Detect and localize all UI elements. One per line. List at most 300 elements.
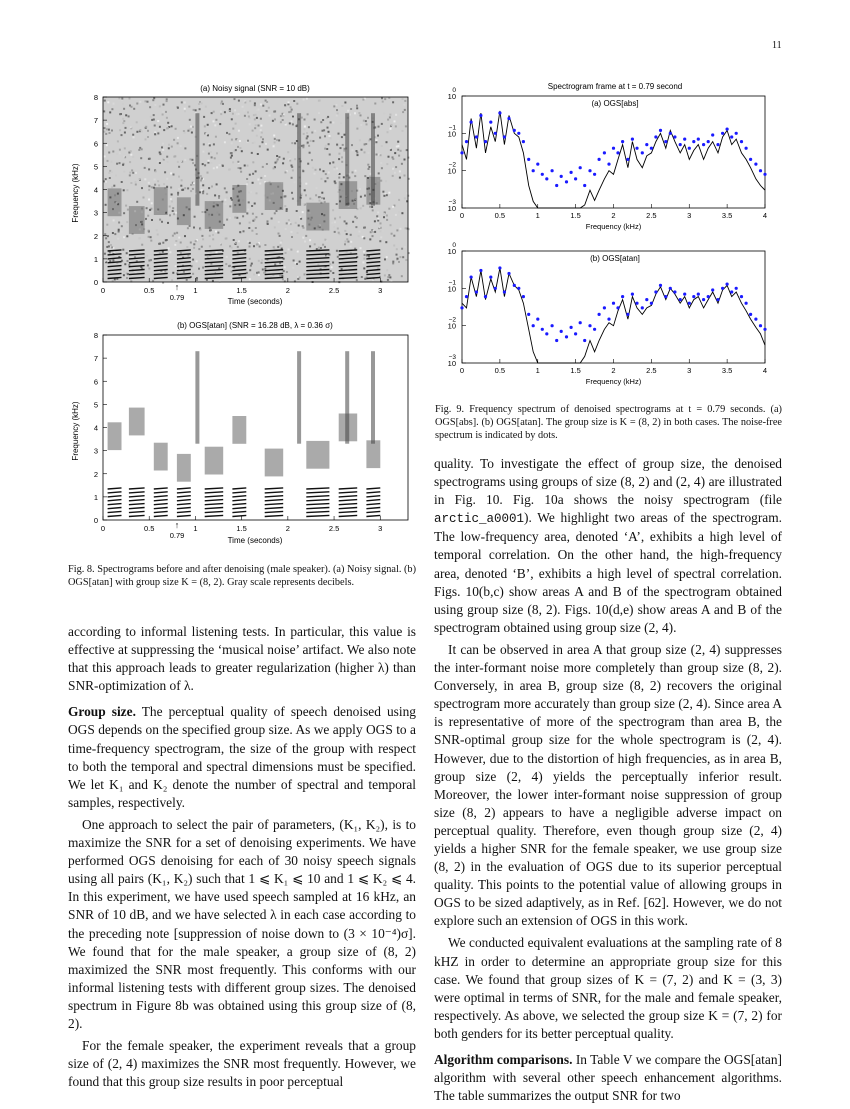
noise-speck [382, 191, 384, 193]
fig8b-plot [103, 335, 408, 520]
noise-speck [267, 149, 269, 151]
noise-speck [159, 243, 161, 245]
noise-free-dot [745, 302, 748, 305]
x-tick-label: 3 [687, 366, 692, 375]
noise-free-dot [679, 143, 682, 146]
noise-speck [403, 104, 405, 106]
x-tick-label: 0.5 [494, 366, 506, 375]
noise-speck [199, 228, 201, 230]
fig8a-marker-label: 0.79 [169, 293, 185, 302]
noise-free-dot [570, 326, 573, 329]
noise-speck [314, 173, 316, 175]
noise-speck [167, 222, 169, 224]
formant-blob [129, 408, 145, 436]
noise-speck [306, 117, 308, 119]
noise-speck [184, 187, 186, 189]
noise-speck [220, 103, 222, 105]
noise-speck [118, 99, 120, 101]
noise-speck [124, 132, 126, 134]
noise-speck [108, 129, 110, 131]
noise-speck [336, 115, 338, 117]
noise-speck [132, 134, 134, 136]
noise-speck [132, 172, 134, 174]
noise-free-dot [545, 332, 548, 335]
noise-speck [306, 132, 308, 134]
y-tick-exp: −1 [448, 279, 456, 287]
noise-speck [402, 256, 404, 258]
noise-speck [129, 98, 131, 100]
noise-speck [206, 193, 208, 195]
noise-speck [169, 251, 171, 253]
right-para-1a: quality. To investigate the effect of group size, the denoised spectrograms using groups of size (8, 2) and (2, 4) are illustrated in Fig. 10. Fig. 10a shows the noisy spectrogram (file [434, 456, 782, 508]
noise-speck [174, 233, 176, 235]
noise-speck [261, 213, 263, 215]
noise-speck [244, 165, 246, 167]
noise-speck [130, 182, 132, 184]
noise-free-dot [588, 324, 591, 327]
noise-speck [186, 246, 188, 248]
noise-free-dot [565, 335, 568, 338]
noise-speck [285, 252, 287, 254]
noise-speck [392, 262, 394, 264]
noise-speck [327, 177, 329, 179]
noise-speck [292, 267, 294, 269]
noise-speck [283, 113, 285, 115]
noise-speck [257, 153, 259, 155]
noise-speck [388, 208, 390, 210]
noise-speck [193, 243, 195, 245]
noise-speck [346, 233, 348, 235]
noise-free-dot [650, 147, 653, 150]
noise-speck [264, 244, 266, 246]
noise-speck [354, 112, 356, 114]
noise-speck [405, 227, 407, 229]
noise-speck [262, 141, 264, 143]
noise-free-dot [593, 328, 596, 331]
noise-speck [359, 139, 361, 141]
y-tick-label: 4 [93, 185, 98, 195]
noise-speck [264, 175, 266, 177]
noise-speck [123, 108, 125, 110]
noise-free-dot [536, 163, 539, 166]
noise-speck [232, 128, 234, 130]
noise-speck [123, 120, 125, 122]
formant-blob [232, 185, 246, 213]
noise-speck [273, 145, 275, 147]
noise-free-dot [631, 293, 634, 296]
noise-free-dot [754, 163, 757, 166]
y-tick-label: 3 [93, 446, 98, 456]
noise-speck [121, 134, 123, 136]
figure-8 [70, 78, 415, 558]
noise-free-dot [479, 269, 482, 272]
fricative-streak [371, 113, 375, 206]
noise-speck [259, 183, 261, 185]
noise-free-dot [735, 287, 738, 290]
noise-speck [207, 124, 209, 126]
noise-speck [357, 154, 359, 156]
right-para-3: We conducted equivalent evaluations at the sampling rate of 8 kHZ in order to determine an appropriate group size for this case. We found that group sizes of K = (7, 2) and K = (3, 3) were optimal in terms of SNR, for the male and female speaker, respectively. As above, we selected the group size K = (7, 2) for both genders for its better perceptual quality. [434, 935, 782, 1041]
noise-speck [131, 169, 133, 171]
noise-free-dot [669, 287, 672, 290]
noise-speck [190, 126, 192, 128]
noise-speck [202, 192, 204, 194]
noise-speck [374, 231, 376, 233]
noise-speck [284, 122, 286, 124]
noise-speck [184, 110, 186, 112]
y-tick-base: 10 [447, 321, 456, 331]
noise-speck [231, 139, 233, 141]
noise-speck [361, 276, 363, 278]
noise-free-dot [579, 321, 582, 324]
noise-speck [200, 180, 202, 182]
x-tick-label: 0.5 [143, 286, 155, 295]
noise-speck [105, 243, 107, 245]
fig9-caption: Fig. 9. Frequency spectrum of denoised spectrograms at t = 0.79 seconds. (a) OGS[abs]. (b) OGS[atan]. The group size is K = (8, 2) in both cases. The noise-free spectrum is indicated by dots. [435, 404, 782, 441]
noise-free-dot [470, 121, 473, 124]
noise-speck [405, 259, 407, 261]
fig8a-title: (a) Noisy signal (SNR = 10 dB) [200, 84, 310, 93]
noise-speck [258, 271, 260, 273]
noise-speck [143, 162, 145, 164]
noise-speck [386, 219, 388, 221]
noise-speck [273, 135, 275, 137]
noise-speck [232, 161, 234, 163]
noise-free-dot [673, 135, 676, 138]
noise-free-dot [460, 151, 463, 154]
noise-speck [123, 236, 125, 238]
noise-speck [293, 100, 295, 102]
formant-blob [177, 454, 191, 482]
noise-speck [404, 246, 406, 248]
noise-speck [287, 103, 289, 105]
noise-free-dot [475, 135, 478, 138]
noise-speck [327, 116, 329, 118]
x-axis-label: Frequency (kHz) [585, 222, 642, 231]
noise-speck [282, 119, 284, 121]
noise-speck [271, 218, 273, 220]
noise-speck [274, 264, 276, 266]
noise-speck [120, 113, 122, 115]
noise-free-dot [583, 339, 586, 342]
noise-speck [332, 122, 334, 124]
noise-speck [217, 232, 219, 234]
noise-speck [165, 239, 167, 241]
noise-speck [386, 215, 388, 217]
noise-free-dot [735, 132, 738, 135]
noise-speck [138, 149, 140, 151]
noise-speck [108, 241, 110, 243]
noise-speck [360, 207, 362, 209]
noise-speck [284, 195, 286, 197]
noise-speck [190, 190, 192, 192]
noise-speck [387, 131, 389, 133]
x-tick-label: 1 [535, 211, 540, 220]
noise-speck [344, 243, 346, 245]
noise-speck [133, 136, 135, 138]
noise-speck [205, 133, 207, 135]
noise-speck [260, 134, 262, 136]
noise-speck [330, 137, 332, 139]
x-tick-label: 1 [193, 524, 198, 533]
noise-speck [362, 99, 364, 101]
noise-speck [113, 219, 115, 221]
noise-free-dot [664, 295, 667, 298]
left-para-3: One approach to select the pair of parameters, (K₁, K₂), is to maximize the SNR for a set of denoising experiments. We have performed OGS denoising for each of 30 noisy speech signals using all pairs (K₁, K₂) such that 1 ⩽ K₁ ⩽ 10 and 1 ⩽ K₂ ⩽ 4. In this experiment, we have used speech sampled at 16 kHz, an SNR of 10 dB, and we have selected λ in each case according to the preceding note [suppression of noise down to (3 × 10⁻⁴)σ]. We found that for the male speaker, a group size of (8, 2) maximized the SNR most frequently. This conforms with our informal listening tests with different group sizes. The denoised spectrum in Figure 8b was obtained using this group size of (8, 2). [68, 816, 416, 1031]
noise-free-dot [513, 284, 516, 287]
noise-speck [360, 196, 362, 198]
noise-speck [148, 236, 150, 238]
noise-speck [350, 241, 352, 243]
y-tick-base: 10 [447, 129, 456, 139]
noise-speck [395, 166, 397, 168]
noise-speck [143, 197, 145, 199]
noise-speck [173, 139, 175, 141]
noise-speck [187, 255, 189, 257]
noise-speck [140, 157, 142, 159]
noise-speck [213, 143, 215, 145]
noise-speck [241, 150, 243, 152]
noise-speck [309, 152, 311, 154]
noise-speck [295, 249, 297, 251]
right-para-4-text: In Table V we compare the OGS[atan] algorithm with several other speech enhancement algorithms. The table summarizes the output SNR for two [434, 1052, 783, 1104]
noise-speck [208, 187, 210, 189]
noise-speck [324, 135, 326, 137]
noise-free-dot [551, 169, 554, 172]
noise-speck [404, 161, 406, 163]
noise-speck [281, 240, 283, 242]
noise-speck [204, 164, 206, 166]
x-tick-label: 3 [687, 211, 692, 220]
noise-speck [130, 126, 132, 128]
noise-speck [109, 111, 111, 113]
y-tick-label: 5 [93, 162, 98, 172]
noise-speck [406, 149, 408, 151]
noise-speck [231, 271, 233, 273]
noise-speck [302, 211, 304, 213]
right-column [434, 455, 782, 1109]
noise-speck [189, 119, 191, 121]
noise-speck [198, 268, 200, 270]
noise-speck [364, 195, 366, 197]
noise-speck [262, 138, 264, 140]
x-tick-label: 2.5 [328, 524, 340, 533]
noise-speck [250, 191, 252, 193]
noise-speck [167, 161, 169, 163]
noise-free-dot [541, 173, 544, 176]
noise-speck [280, 115, 282, 117]
noise-speck [121, 181, 123, 183]
noise-speck [394, 120, 396, 122]
noise-speck [396, 229, 398, 231]
fig8a-ylabel: Frequency (kHz) [71, 163, 80, 223]
noise-speck [207, 169, 209, 171]
x-tick-label: 1 [193, 286, 198, 295]
noise-speck [291, 177, 293, 179]
noise-free-dot [621, 295, 624, 298]
noise-speck [384, 258, 386, 260]
y-tick-label: 8 [93, 331, 98, 340]
noise-speck [402, 130, 404, 132]
x-tick-label: 1.5 [570, 366, 581, 375]
noise-speck [400, 158, 402, 160]
noise-speck [258, 274, 260, 276]
noise-speck [127, 260, 129, 262]
noise-speck [321, 192, 323, 194]
noise-speck [329, 162, 331, 164]
noise-free-dot [470, 276, 473, 279]
noise-speck [338, 232, 340, 234]
noise-speck [240, 167, 242, 169]
noise-speck [343, 176, 345, 178]
noise-speck [148, 199, 150, 201]
noise-free-dot [659, 284, 662, 287]
noise-speck [314, 243, 316, 245]
noise-free-dot [532, 169, 535, 172]
noise-speck [239, 231, 241, 233]
noise-speck [309, 245, 311, 247]
noise-free-dot [484, 140, 487, 143]
noise-speck [203, 116, 205, 118]
noise-speck [319, 200, 321, 202]
noise-speck [184, 102, 186, 104]
formant-blob [366, 440, 380, 468]
noise-speck [347, 241, 349, 243]
noise-free-dot [465, 295, 468, 298]
x-tick-label: 3.5 [721, 366, 733, 375]
fig8-caption: Fig. 8. Spectrograms before and after denoising (male speaker). (a) Noisy signal. (b) OGS[atan] with group size K = (8, 2). Gray scale represents decibels. [68, 564, 416, 588]
noise-speck [280, 121, 282, 123]
noise-speck [230, 157, 232, 159]
noise-speck [291, 236, 293, 238]
noise-speck [177, 142, 179, 144]
noise-speck [396, 146, 398, 148]
noise-speck [211, 186, 213, 188]
noise-speck [215, 136, 217, 138]
noise-free-dot [527, 158, 530, 161]
noise-speck [378, 226, 380, 228]
noise-speck [108, 245, 110, 247]
noise-speck [260, 125, 262, 127]
noise-speck [237, 146, 239, 148]
noise-speck [130, 154, 132, 156]
noise-speck [123, 156, 125, 158]
noise-speck [223, 224, 225, 226]
noise-speck [114, 233, 116, 235]
noise-speck [139, 178, 141, 180]
noise-speck [237, 139, 239, 141]
figure-9-svg [425, 78, 785, 398]
noise-speck [210, 151, 212, 153]
noise-free-dot [616, 306, 619, 309]
noise-speck [162, 111, 164, 113]
noise-speck [268, 119, 270, 121]
noise-speck [123, 274, 125, 276]
noise-speck [341, 105, 343, 107]
noise-speck [172, 210, 174, 212]
noise-speck [256, 233, 258, 235]
y-tick-base: 10 [447, 284, 456, 294]
noise-speck [274, 118, 276, 120]
noise-speck [119, 152, 121, 154]
noise-speck [308, 126, 310, 128]
noise-speck [118, 98, 120, 100]
noise-speck [296, 210, 298, 212]
noise-speck [374, 103, 376, 105]
noise-speck [104, 253, 106, 255]
noise-speck [113, 251, 115, 253]
noise-speck [328, 143, 330, 145]
noise-speck [209, 235, 211, 237]
noise-speck [284, 266, 286, 268]
noise-speck [305, 183, 307, 185]
noise-speck [184, 159, 186, 161]
noise-speck [105, 204, 107, 206]
fricative-streak [195, 113, 199, 206]
noise-free-dot [721, 132, 724, 135]
noise-speck [397, 258, 399, 260]
noise-speck [320, 247, 322, 249]
noise-speck [231, 142, 233, 144]
noise-speck [196, 279, 198, 281]
noise-free-dot [555, 184, 558, 187]
noise-speck [315, 194, 317, 196]
noise-speck [171, 279, 173, 281]
noise-speck [228, 133, 230, 135]
noise-speck [161, 146, 163, 148]
noise-speck [268, 107, 270, 109]
noise-speck [294, 142, 296, 144]
noise-speck [335, 104, 337, 106]
noise-free-dot [626, 313, 629, 316]
noise-speck [393, 245, 395, 247]
noise-speck [107, 235, 109, 237]
noise-speck [255, 216, 257, 218]
x-tick-label: 2 [285, 286, 290, 295]
noise-speck [118, 229, 120, 231]
noise-speck [116, 153, 118, 155]
y-tick-exp: −2 [448, 316, 456, 324]
noise-speck [168, 247, 170, 249]
noise-free-dot [716, 143, 719, 146]
noise-speck [321, 178, 323, 180]
y-tick-label: 4 [93, 423, 98, 433]
fricative-streak [195, 351, 199, 444]
noise-speck [328, 131, 330, 133]
noise-speck [224, 187, 226, 189]
noise-free-dot [527, 313, 530, 316]
fricative-streak [345, 113, 349, 206]
noise-speck [264, 268, 266, 270]
noise-free-dot [603, 306, 606, 309]
noise-speck [122, 103, 124, 105]
x-tick-label: 2.5 [328, 286, 340, 295]
noise-speck [120, 220, 122, 222]
noise-speck [175, 128, 177, 130]
noise-speck [291, 142, 293, 144]
noise-speck [284, 104, 286, 106]
noise-speck [288, 249, 290, 251]
noise-free-dot [570, 171, 573, 174]
noise-speck [333, 226, 335, 228]
noise-speck [141, 187, 143, 189]
fricative-streak [297, 351, 301, 444]
noise-speck [226, 191, 228, 193]
noise-speck [119, 162, 121, 164]
noise-speck [112, 151, 114, 153]
noise-speck [111, 161, 113, 163]
noise-speck [170, 172, 172, 174]
